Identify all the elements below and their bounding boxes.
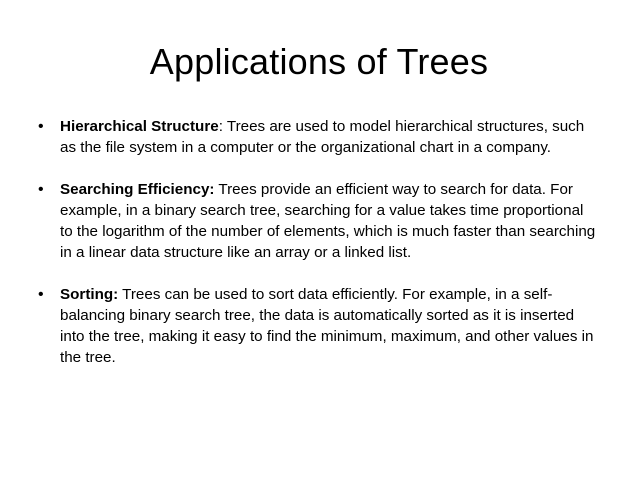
bullet-text: Trees can be used to sort data efficiently. For example, in a self-balancing binary search tree, the data is automatically sorted as it is inserted into the tree, making it easy to find the minimum, maximum, and other values in the tree. [60,286,594,366]
bullet-text: : Trees are used to model hierarchical structures, such as the file system in a computer or the organizational chart in a company. [60,118,585,156]
bullet-term: Sorting: [60,286,119,303]
bullet-sorting [38,284,598,368]
bullet-term: Searching Efficiency: [60,181,215,198]
bullet-hierarchical-structure [38,116,598,158]
bullet-dot-icon: • [38,118,44,135]
bullet-text: Trees provide an efficient way to search for data. For example, in a binary search tree, searching for a value takes time proportional to the logarithm of the number of elements, which is much faster than searching in a linear data structure like an array or a linked list. [60,181,596,261]
bullet-dot-icon: • [38,286,44,303]
slide-title: Applications of Trees [149,41,489,82]
bullet-term: Hierarchical Structure [60,118,219,135]
bullet-searching-efficiency [38,179,598,263]
bullet-list [38,116,598,389]
bullet-dot-icon: • [38,181,44,198]
